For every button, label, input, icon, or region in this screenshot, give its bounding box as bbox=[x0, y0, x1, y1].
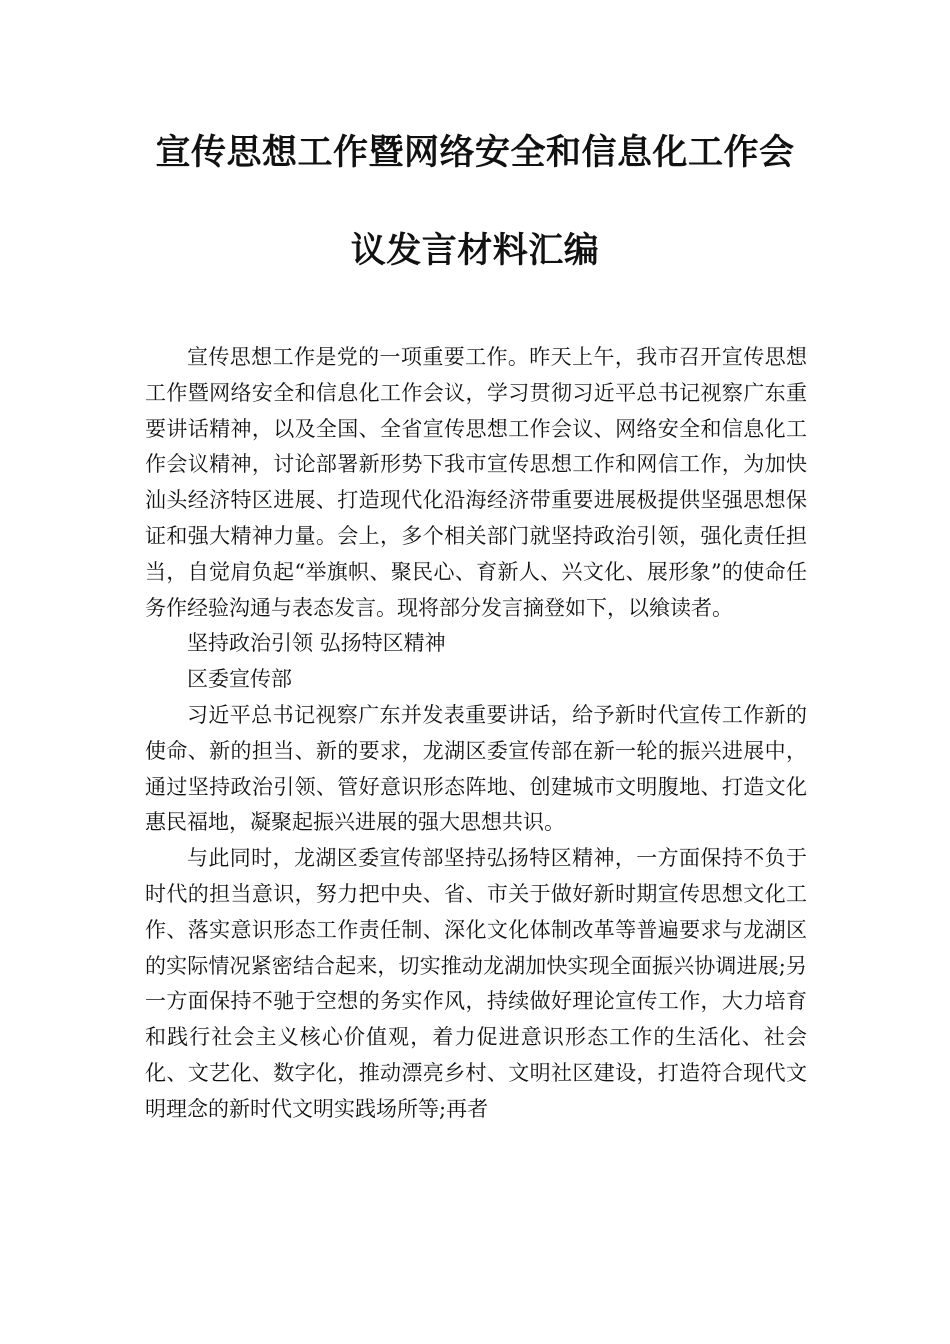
section-heading: 坚持政治引领 弘扬特区精神 bbox=[187, 631, 446, 656]
section-author: 区委宣传部 bbox=[187, 667, 292, 692]
intro-paragraph: 宣传思想工作是党的一项重要工作。昨天上午，我市召开宣传思想工作暨网络安全和信息化工作会议，学习贯彻习近平总书记视察广东重要讲话精神，以及全国、全省宣传思想工作会议、网络安全和信息化工作会议精神，讨论部署新形势下我市宣传思想工作和网信工作，为加快汕头经济特区进展、打造现代化沿海经济带重要进展极提供坚强思想保证和强大精神力量。会上，多个相关部门就坚持政治引领，强化责任担当，自觉肩负起“举旗帜、聚民心、育新人、兴文化、展形象”的使命任务作经验沟通与表态发言。现将部分发言摘登如下，以飨读者。 bbox=[145, 345, 807, 620]
document-body bbox=[145, 340, 807, 1128]
body-paragraph: 习近平总书记视察广东并发表重要讲话，给予新时代宣传工作新的使命、新的担当、新的要求，龙湖区委宣传部在新一轮的振兴进展中，通过坚持政治引领、管好意识形态阵地、创建城市文明腹地、打造文化惠民福地，凝聚起振兴进展的强大思想共识。 bbox=[145, 702, 807, 835]
document-title-line-1: 宣传思想工作暨网络安全和信息化工作会 bbox=[155, 133, 795, 173]
body-paragraph: 与此同时，龙湖区委宣传部坚持弘扬特区精神，一方面保持不负于时代的担当意识，努力把中央、省、市关于做好新时期宣传思想文化工作、落实意识形态工作责任制、深化文化体制改革等普遍要求与龙湖区的实际情况紧密结合起来，切实推动龙湖加快实现全面振兴协调进展;另一方面保持不驰于空想的务实作风，持续做好理论宣传工作，大力培育和践行社会主义核心价值观，着力促进意识形态工作的生活化、社会化、文艺化、数字化，推动漂亮乡村、文明社区建设，打造符合现代文明理念的新时代文明实践场所等;再者 bbox=[145, 846, 807, 1121]
document-title-line-2: 议发言材料汇编 bbox=[350, 231, 600, 271]
